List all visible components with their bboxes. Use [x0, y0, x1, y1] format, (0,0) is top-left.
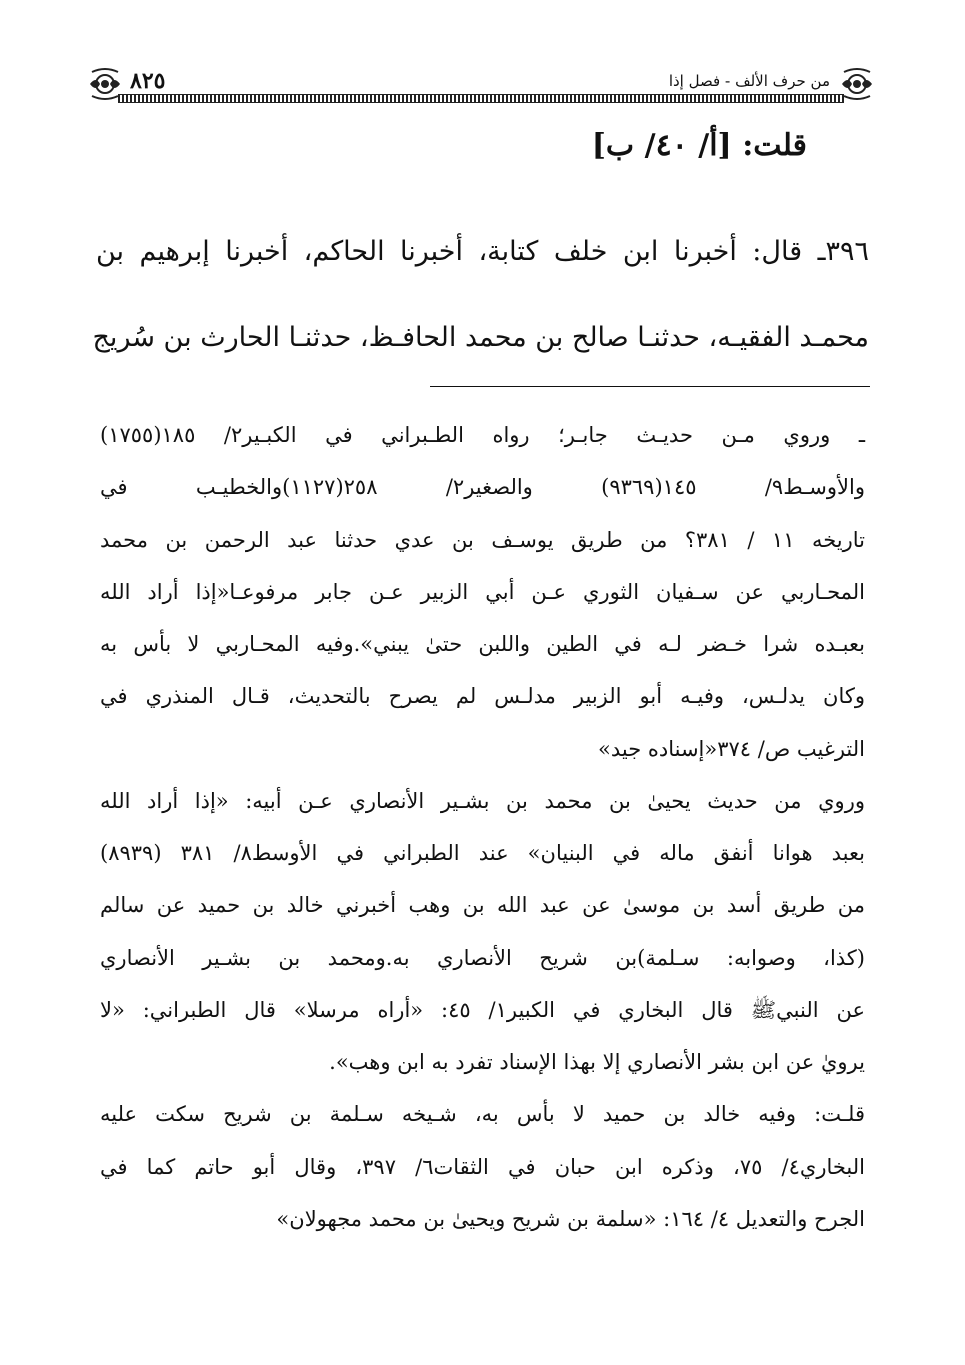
- footnote-line: تاريخه ١١ / ٣٨١؟ من طريق يوسـف بن عدي حدثنا عبد الرحمن بن محمد: [100, 528, 866, 552]
- main-text-line: ٣٩٦ـ قال: أخبرنا ابن خلف كتابة، أخبرنا الحاكم، أخبرنا إبرهيم بن: [96, 236, 869, 267]
- footnote-line: ـ وروي مـن حديـث جابـر؛ رواه الطـبراني في الكبـير٢/ ١٨٥(١٧٥٥): [100, 423, 865, 447]
- footnote-line: عن النبيﷺ قال البخاري في الكبير١/ ٤٥: «أراه مرسلا» قال الطبراني: «لا: [100, 998, 865, 1022]
- footnote-line: البخاري٤/ ٧٥، وذكره ابن حبان في الثقات٦/ ٣٩٧، وقال أبو حاتم كما في: [100, 1155, 865, 1179]
- footnote-line: قلـت: وفيه خالد بن حميد لا بأس به، شـيخه سـلمة بن شريح سكت عليه: [100, 1102, 865, 1126]
- qult-heading: قلت: [أ/ ٤٠/ ب]: [591, 128, 807, 163]
- footnote-line: بعبـده شرا خـضر لـه في الطين واللبن حتىٰ يبني».وفيه المحـاربي لا بأس به: [100, 632, 865, 656]
- footnote-line: (كذا، وصوابه: سـلمة)بن شريح الأنصاري به.ومحمد بن بشـير الأنصاري: [100, 946, 865, 970]
- footnote-line: وروي من حديث يحيىٰ بن محمد بن بشـير الأنصاري عـن أبيه: «إذا أراد الله: [100, 789, 865, 813]
- header-border: [118, 94, 844, 103]
- footnote-line: من طريق أسد بن موسىٰ عن عبد الله بن وهب أخبرني خالد بن حميد عن سالم: [100, 893, 865, 917]
- footnote-line: بعبد هوانا أنفق ماله في البنيان» عند الطبراني في الأوسط٨/ ٣٨١ (٨٩٣٩): [100, 841, 865, 865]
- main-text-line: محمـد الفقيـه، حدثنـا صالح بن محمد الحافـظ، حدثنـا الحارث بن سُريج: [92, 322, 869, 353]
- footnote-line: المحـاربي عن سـفيان الثوري عـن أبي الزبير عـن جابر مرفوعـا«إذا أراد الله: [100, 580, 865, 604]
- page-header: [88, 58, 874, 110]
- footnote-line: وكان يدلـس، وفيـه أبو الزبير مدلـس لم يصرح بالتحديث، قـال المنذري في: [100, 684, 865, 708]
- footnote-line: والأوسـط٩/ ١٤٥(٩٣٦٩) والصغير٢/ ٢٥٨(١١٢٧)والخطيـب في: [100, 475, 865, 499]
- running-header-title: من حرف الألف - فصل إذا: [668, 72, 830, 90]
- footnote-separator: [430, 386, 870, 387]
- floral-ornament-icon: [840, 66, 874, 102]
- page-number: ٨٢٥: [130, 68, 166, 94]
- footnote-line: الجرح والتعديل ٤/ ١٦٤: «سلمة بن شريح ويحيىٰ بن محمد مجهولان»: [276, 1207, 865, 1231]
- floral-ornament-icon: [88, 66, 122, 102]
- footnote-line: يرويٰ عن ابن بشر الأنصاري إلا بهذا الإسناد تفرد به ابن وهب».: [329, 1050, 865, 1074]
- footnote-line: الترغيب ص/ ٣٧٤«إسناده جيد»: [598, 737, 865, 761]
